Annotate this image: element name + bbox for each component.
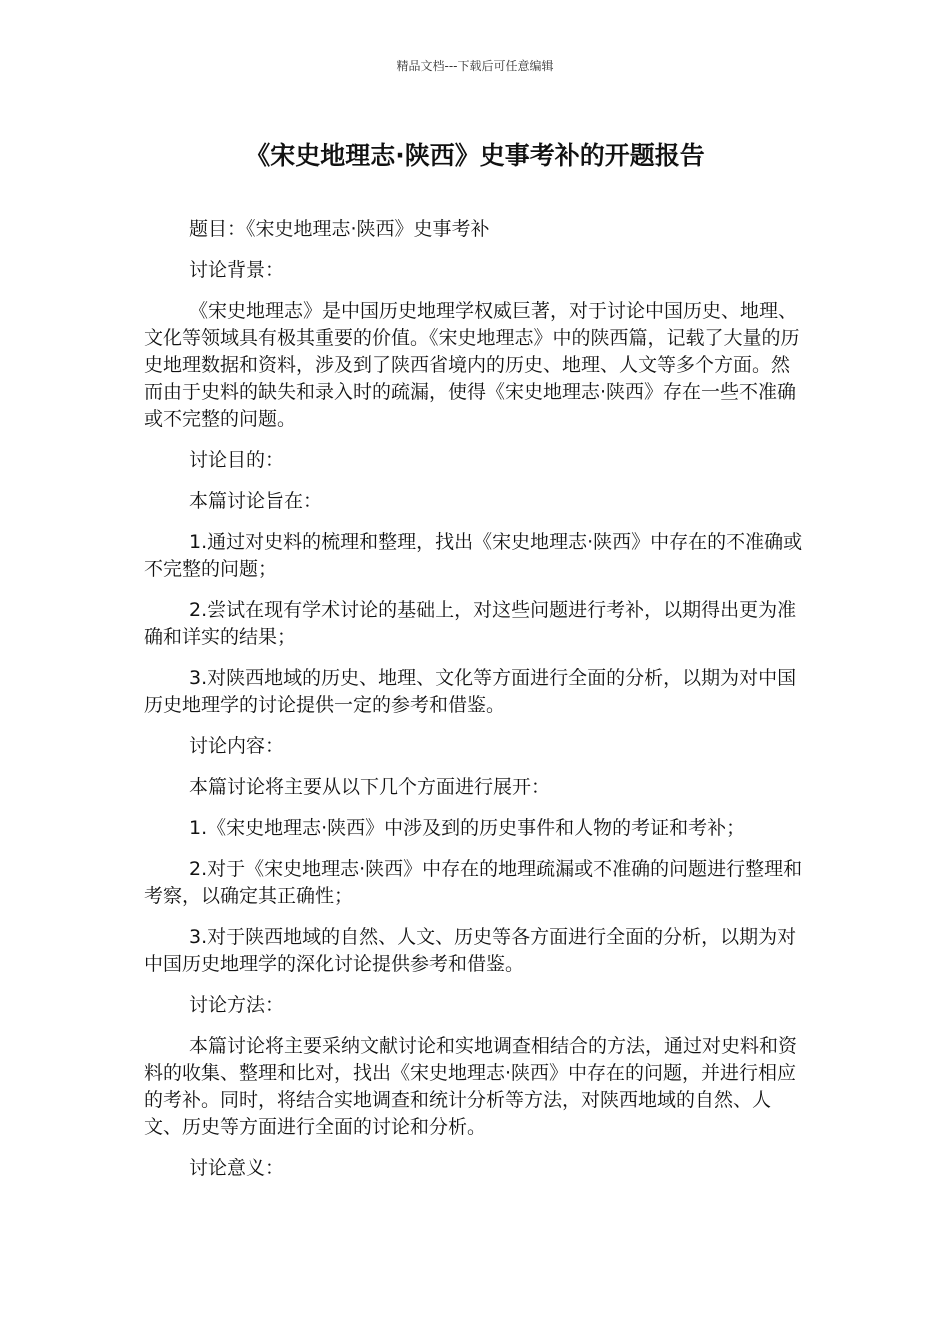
- list-item-content-2: 2.对于《宋史地理志·陕西》中存在的地理疏漏或不准确的问题进行整理和考察，以确定其正确性；: [144, 858, 803, 907]
- paragraph-content-intro: 本篇讨论将主要从以下几个方面进行展开：: [189, 776, 551, 798]
- list-item-purpose-2: 2.尝试在现有学术讨论的基础上，对这些问题进行考补，以期得出更为准确和详实的结果；: [144, 599, 797, 648]
- heading-content: 讨论内容：: [189, 735, 285, 757]
- paragraph-method: 本篇讨论将主要采纳文献讨论和实地调查相结合的方法，通过对史料和资料的收集、整理和比对，找出《宋史地理志·陕西》中存在的问题，并进行相应的考补。同时，将结合实地调查和统计分析等方法，对陕西地域的自然、人文、历史等方面进行全面的讨论和分析。: [144, 1035, 798, 1138]
- list-item-purpose-1: 1.通过对史料的梳理和整理，找出《宋史地理志·陕西》中存在的不准确或不完整的问题；: [144, 531, 803, 580]
- heading-method: 讨论方法：: [189, 994, 285, 1016]
- page-header-note: 精品文档---下载后可任意编辑: [396, 59, 554, 73]
- paragraph-purpose-intro: 本篇讨论旨在：: [189, 490, 323, 512]
- document-title: 《宋史地理志·陕西》史事考补的开题报告: [245, 141, 705, 170]
- heading-purpose: 讨论目的：: [189, 449, 285, 471]
- list-item-content-3: 3.对于陕西地域的自然、人文、历史等各方面进行全面的分析，以期为对中国历史地理学的深化讨论提供参考和借鉴。: [144, 926, 797, 975]
- paragraph-background: 《宋史地理志》是中国历史地理学权威巨著，对于讨论中国历史、地理、文化等领域具有极其重要的价值。《宋史地理志》中的陕西篇，记载了大量的历史地理数据和资料，涉及到了陕西省境内的历史、地理、人文等多个方面。然而由于史料的缺失和录入时的疏漏，使得《宋史地理志·陕西》存在一些不准确或不完整的问题。: [144, 300, 800, 430]
- document-body: [144, 216, 806, 1196]
- list-item-purpose-3: 3.对陕西地域的历史、地理、文化等方面进行全面的分析，以期为对中国历史地理学的讨论提供一定的参考和借鉴。: [144, 667, 797, 716]
- heading-background: 讨论背景：: [189, 259, 285, 281]
- list-item-content-1: 1.《宋史地理志·陕西》中涉及到的历史事件和人物的考证和考补；: [189, 817, 746, 839]
- heading-significance: 讨论意义：: [189, 1157, 285, 1179]
- paragraph-topic: 题目：《宋史地理志·陕西》史事考补: [189, 218, 490, 240]
